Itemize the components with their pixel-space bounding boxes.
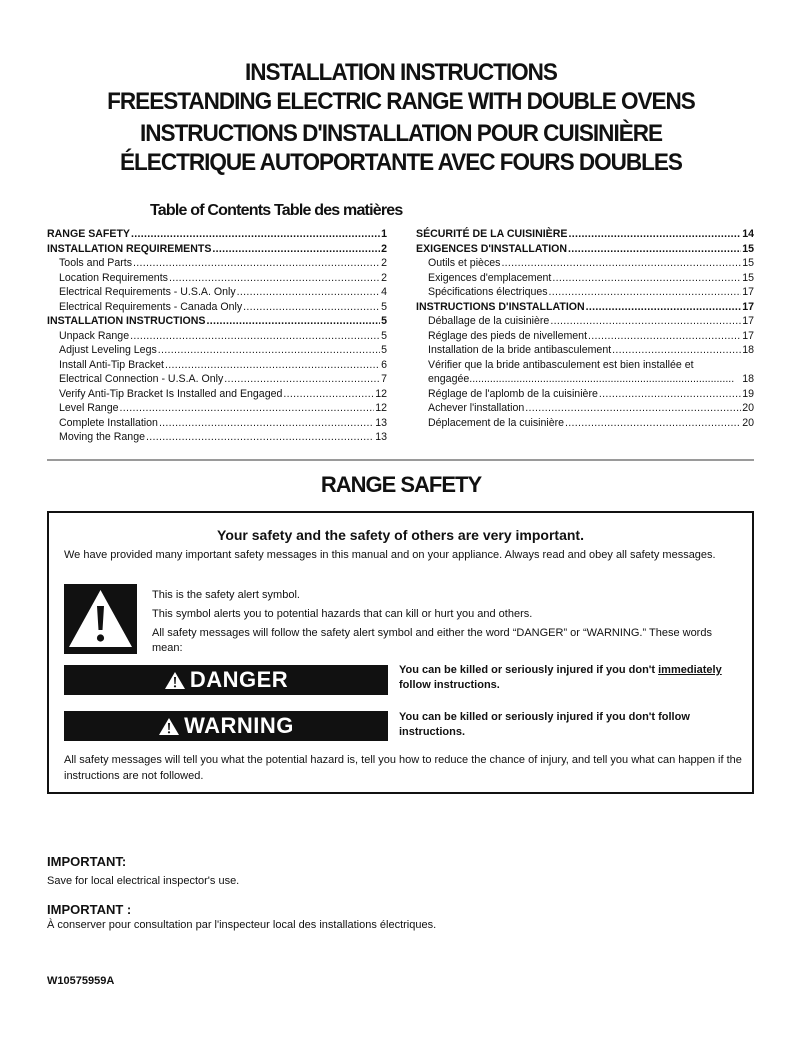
toc-entry-label: Installation de la bride antibasculement [428, 344, 612, 356]
section-divider [47, 459, 754, 461]
toc-entry-label: Adjust Leveling Legs [59, 344, 157, 356]
toc-leader-dots [568, 227, 741, 242]
toc-entry-page: 17 [742, 315, 754, 327]
toc-entry-page: 15 [742, 257, 754, 269]
toc-leader-dots [165, 358, 380, 373]
toc-entry-page: 20 [742, 402, 754, 414]
danger-alert-icon [164, 671, 186, 690]
toc-entry-label: Moving the Range [59, 431, 145, 443]
toc-entry-page: 7 [381, 373, 387, 385]
toc-column-french [416, 227, 754, 430]
toc-leader-dots [212, 242, 380, 257]
toc-entry-label: Spécifications électriques [428, 286, 548, 298]
warning-text: You can be killed or seriously injured if you don't follow instructions. [399, 711, 690, 738]
toc-leader-dots [525, 401, 741, 416]
toc-entry[interactable] [47, 416, 387, 431]
safety-heading: Your safety and the safety of others are very important. [217, 527, 584, 543]
toc-entry-label: Réglage de l'aplomb de la cuisinière [428, 387, 598, 400]
toc-leader-dots [158, 343, 380, 358]
toc-entry-page: 12 [375, 402, 387, 414]
toc-entry[interactable] [47, 300, 387, 315]
toc-entry-label: INSTALLATION REQUIREMENTS [47, 242, 212, 255]
toc-entry-label: Verify Anti-Tip Bracket Is Installed and Engaged [59, 387, 283, 400]
section-title: RANGE SAFETY [320, 472, 482, 497]
toc-entry-label: Exigences d'emplacement [428, 271, 552, 284]
toc-leader-dots [612, 343, 741, 358]
safety-alert-icon [64, 584, 137, 654]
symbol-line-1: This is the safety alert symbol. [152, 589, 300, 601]
danger-text-c: follow instructions. [399, 679, 500, 691]
danger-text-a: You can be killed or seriously injured if you don't [399, 664, 659, 676]
toc-entry[interactable] [416, 401, 754, 416]
toc-leader-dots [120, 401, 375, 416]
document-number: W10575959A [47, 975, 115, 987]
toc-entry-page: 1 [381, 228, 387, 240]
danger-text-emphasis: immediately [658, 664, 722, 676]
important-heading-fr: IMPORTANT : [47, 902, 132, 917]
toc-entry[interactable] [47, 285, 387, 300]
toc-leader-dots [224, 372, 380, 387]
title-line-2: FREESTANDING ELECTRIC RANGE WITH DOUBLE OVENS [107, 88, 695, 115]
toc-entry-label: INSTALLATION INSTRUCTIONS [47, 315, 206, 327]
safety-outro: All safety messages will tell you what the potential hazard is, tell you how to reduce the chance of injury, and tell you what can happen if the instructions are not followed. [64, 754, 742, 782]
toc-entry[interactable] [416, 314, 754, 329]
toc-leader-dots [550, 314, 741, 329]
toc-entry-page: 18 [742, 344, 754, 356]
toc-entry[interactable] [416, 358, 754, 387]
document-title [0, 58, 802, 177]
toc-entry-page: 5 [381, 315, 387, 327]
toc-entry-page: 17 [742, 286, 754, 298]
toc-entry[interactable] [416, 300, 754, 315]
toc-leader-dots [552, 271, 741, 286]
symbol-explanation [152, 588, 742, 656]
toc-entry-label: Install Anti-Tip Bracket [59, 358, 164, 371]
toc-entry-label: Electrical Requirements - U.S.A. Only [59, 286, 236, 298]
toc-entry-page: 2 [381, 257, 387, 269]
toc-entry-label: SÉCURITÉ DE LA CUISINIÈRE [416, 228, 568, 240]
toc-entry[interactable] [416, 329, 754, 344]
warning-alert-icon [158, 717, 180, 736]
title-line-3: INSTRUCTIONS D'INSTALLATION POUR CUISINIÈRE [139, 120, 663, 147]
toc-leader-dots [133, 256, 380, 271]
toc-leader-dots [130, 329, 380, 344]
toc-entry-label: Achever l'installation [428, 402, 525, 414]
toc-entry[interactable] [47, 271, 387, 286]
toc-entry[interactable] [47, 372, 387, 387]
toc-entry[interactable] [47, 343, 387, 358]
toc-entry[interactable] [47, 314, 387, 329]
toc-entry-page: 12 [375, 387, 387, 400]
symbol-line-3: All safety messages will follow the safety alert symbol and either the word “DANGER” or “WARNING.” These words mean: [152, 627, 712, 654]
toc-entry-page: 13 [375, 431, 387, 443]
toc-entry-page: 17 [742, 329, 754, 342]
toc-leader-dots [169, 271, 380, 286]
toc-entry-page: 15 [742, 242, 754, 255]
toc-entry[interactable] [416, 285, 754, 300]
toc-leader-dots [565, 416, 741, 431]
toc-leader-dots [586, 300, 742, 315]
toc-entry-page: 2 [381, 271, 387, 284]
danger-word: DANGER [189, 667, 289, 692]
toc-entry[interactable] [47, 430, 387, 445]
toc-entry[interactable] [416, 387, 754, 402]
safety-intro: We have provided many important safety messages in this manual and on your appliance. Always read and obey all safety messages. [64, 549, 716, 561]
toc-entry[interactable] [416, 416, 754, 431]
toc-column-english [47, 227, 387, 445]
toc-entry-label: Electrical Connection - U.S.A. Only [59, 373, 224, 385]
toc-entry-label: Outils et pièces [428, 257, 501, 269]
toc-heading: Table of Contents Table des matières [150, 202, 403, 219]
toc-leader-dots [237, 285, 380, 300]
toc-entry-page: 2 [381, 242, 387, 255]
toc-leader-dots [131, 227, 380, 242]
toc-entry-page: 15 [742, 271, 754, 284]
toc-entry[interactable] [416, 242, 754, 257]
toc-entry[interactable] [47, 358, 387, 373]
toc-entry-page: 4 [381, 286, 387, 298]
toc-leader-dots [146, 430, 374, 445]
toc-entry[interactable] [47, 227, 387, 242]
toc-entry-label: Tools and Parts [59, 257, 133, 269]
danger-signal-bar [64, 665, 388, 695]
toc-entry-label: Déballage de la cuisinière [428, 315, 550, 327]
toc-entry-page: 5 [381, 329, 387, 342]
toc-entry-page: 6 [381, 358, 387, 371]
toc-entry[interactable] [47, 387, 387, 402]
toc-entry-page: 13 [375, 416, 387, 429]
toc-entry-page: 18 [742, 373, 754, 385]
toc-leader-dots [283, 387, 374, 402]
toc-entry-label: Complete Installation [59, 416, 158, 429]
toc-entry-label: Vérifier que la bride antibasculement est bien installée et engagée [428, 358, 694, 385]
toc-entry[interactable] [47, 256, 387, 271]
toc-entry[interactable] [47, 401, 387, 416]
toc-leader-dots [501, 256, 741, 271]
symbol-line-2: This symbol alerts you to potential hazards that can kill or hurt you and others. [152, 608, 533, 620]
toc-leader-dots [568, 242, 741, 257]
toc-entry[interactable] [416, 271, 754, 286]
warning-word: WARNING [184, 713, 294, 738]
toc-entry-label: INSTRUCTIONS D'INSTALLATION [416, 300, 585, 313]
toc-entry-page: 19 [742, 387, 754, 400]
toc-leader-dots [243, 300, 380, 315]
toc-leader-dots [207, 314, 381, 329]
toc-entry[interactable] [47, 242, 387, 257]
toc-entry-label: RANGE SAFETY [47, 228, 130, 240]
toc-entry-label: EXIGENCES D'INSTALLATION [416, 242, 568, 255]
danger-text [399, 663, 749, 693]
toc-leader-dots [549, 285, 742, 300]
toc-entry[interactable] [416, 343, 754, 358]
warning-signal-bar [64, 711, 388, 741]
toc-entry[interactable] [416, 227, 754, 242]
important-text-fr: À conserver pour consultation par l'inspecteur local des installations électriques. [47, 919, 437, 931]
title-line-1: INSTALLATION INSTRUCTIONS [245, 59, 557, 86]
toc-entry[interactable] [47, 329, 387, 344]
toc-leader-dots [599, 387, 741, 402]
toc-leader-dots [159, 416, 374, 431]
toc-entry-label: Unpack Range [59, 329, 130, 342]
toc-entry-page: 5 [381, 300, 387, 313]
toc-entry-label: Location Requirements [59, 271, 168, 284]
important-text-en: Save for local electrical inspector's use. [47, 875, 240, 887]
safety-box [47, 511, 754, 794]
toc-leader-dots: .......................................................................................... [469, 373, 735, 385]
toc-entry-label: Déplacement de la cuisinière [428, 416, 565, 429]
toc-entry-label: Level Range [59, 402, 119, 414]
toc-entry-label: Réglage des pieds de nivellement [428, 329, 588, 342]
important-heading-en: IMPORTANT: [47, 854, 127, 869]
toc-entry-page: 17 [742, 300, 754, 313]
toc-entry-label: Electrical Requirements - Canada Only [59, 300, 243, 313]
toc-entry-page: 20 [742, 416, 754, 429]
toc-entry[interactable] [416, 256, 754, 271]
title-line-4: ÉLECTRIQUE AUTOPORTANTE AVEC FOURS DOUBLES [120, 149, 682, 176]
toc-leader-dots [588, 329, 741, 344]
toc-entry-page: 5 [381, 344, 387, 356]
toc-entry-page: 14 [742, 228, 754, 240]
